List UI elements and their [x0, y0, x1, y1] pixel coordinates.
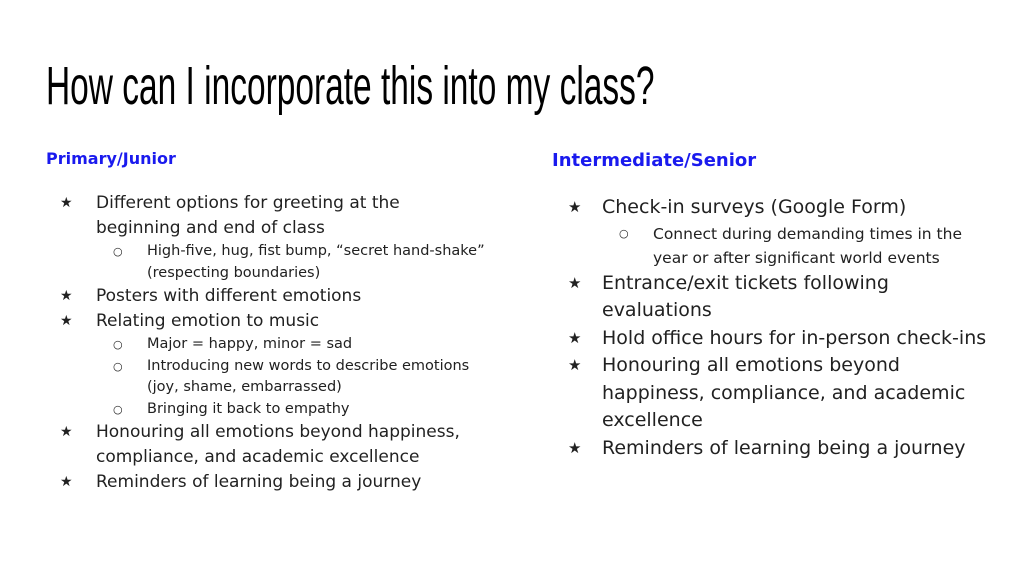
list-item [552, 194, 992, 270]
list-item-text: Hold office hours for in-person check-ins [602, 326, 987, 349]
list-item-text: Relating emotion to music [96, 311, 320, 331]
sub-list-item [96, 399, 486, 421]
sub-list [602, 222, 992, 270]
circle-icon: ○ [113, 359, 123, 373]
sub-list [96, 241, 486, 284]
list-item-text: Different options for greeting at the beginning and end of class [96, 193, 400, 238]
star-icon: ★ [60, 313, 73, 329]
star-icon: ★ [568, 273, 582, 292]
sub-list-item [602, 222, 992, 270]
star-icon: ★ [568, 198, 582, 216]
sub-list-item [96, 334, 486, 356]
list-item-text: Check-in surveys (Google Form) [602, 196, 907, 218]
star-icon: ★ [60, 195, 73, 211]
star-icon: ★ [568, 356, 582, 374]
list-item-text: Posters with different emotions [96, 286, 362, 306]
list-item [46, 420, 486, 470]
list-item [552, 325, 992, 353]
star-icon: ★ [60, 288, 73, 304]
sub-list [96, 334, 486, 420]
primary-junior-list [46, 191, 486, 495]
star-icon: ★ [60, 424, 73, 440]
sub-list-item [96, 356, 486, 399]
intermediate-senior-heading: Intermediate/Senior [552, 150, 757, 171]
list-item [552, 352, 992, 435]
circle-icon: ○ [113, 338, 123, 351]
list-item-text: Honouring all emotions beyond happiness, compliance, and academic excellence [96, 422, 460, 467]
sub-list-item-text: Introducing new words to describe emotions (joy, shame, embarrassed) [147, 357, 470, 395]
primary-junior-column [46, 148, 486, 495]
circle-icon: ○ [113, 402, 123, 416]
slide-title: How can I incorporate this into my class? [46, 56, 655, 116]
sub-list-item-text: Major = happy, minor = sad [147, 336, 353, 352]
circle-icon: ○ [113, 245, 123, 258]
list-item [552, 435, 992, 463]
intermediate-senior-list [552, 194, 992, 462]
list-item [46, 284, 486, 309]
list-item-text: Reminders of learning being a journey [602, 436, 966, 459]
list-item-text: Honouring all emotions beyond happiness, compliance, and academic excellence [602, 354, 966, 431]
list-item [46, 191, 486, 284]
sub-list-item-text: Bringing it back to empathy [147, 400, 350, 417]
list-item [46, 470, 486, 495]
primary-junior-heading: Primary/Junior [46, 149, 176, 168]
list-item-text: Reminders of learning being a journey [96, 472, 422, 492]
list-item-text: Entrance/exit tickets following evaluations [602, 271, 889, 321]
star-icon: ★ [568, 438, 582, 457]
sub-list-item-text: Connect during demanding times in the year or after significant world events [653, 224, 962, 267]
sub-list-item-text: High-five, hug, fist bump, “secret hand-shake” (respecting boundaries) [147, 243, 485, 281]
sub-list-item [96, 241, 486, 284]
star-icon: ★ [60, 474, 73, 490]
list-item [552, 270, 992, 325]
intermediate-senior-column [552, 148, 992, 462]
circle-icon: ○ [619, 226, 629, 240]
star-icon: ★ [568, 328, 582, 347]
list-item [46, 309, 486, 420]
